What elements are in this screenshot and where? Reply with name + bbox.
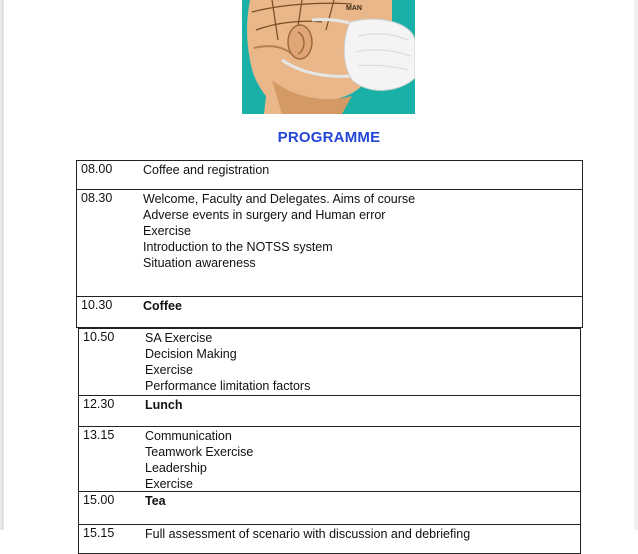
programme-event: Situation awareness (143, 256, 256, 270)
programme-event: Welcome, Faculty and Delegates. Aims of course (143, 192, 416, 206)
programme-time: 08.00 (81, 162, 113, 176)
programme-event: Performance limitation factors (145, 379, 311, 393)
column-divider (137, 190, 138, 296)
programme-events (143, 162, 269, 178)
programme-event: Coffee (143, 299, 182, 313)
programme-events (145, 493, 166, 509)
programme-event: Lunch (145, 398, 183, 412)
programme-time: 10.50 (83, 330, 115, 344)
programme-time: 10.30 (81, 298, 113, 312)
programme-event: Leadership (145, 461, 207, 475)
programme-event: Tea (145, 494, 166, 508)
programme-events (145, 526, 470, 542)
programme-event: Full assessment of scenario with discussion and debriefing (145, 527, 471, 541)
programme-row (78, 491, 581, 525)
programme-event: Coffee and registration (143, 163, 270, 177)
programme-event: Teamwork Exercise (145, 445, 254, 459)
programme-row (76, 189, 583, 297)
head-label: MAN (346, 5, 362, 12)
programme-events (145, 428, 253, 492)
column-divider (137, 297, 138, 327)
column-divider (139, 525, 140, 553)
programme-event: SA Exercise (145, 331, 213, 345)
programme-row (78, 328, 581, 396)
programme-events (145, 330, 310, 394)
programme-event: Exercise (145, 363, 193, 377)
page-edge-right (634, 0, 638, 530)
programme-time: 15.00 (83, 493, 115, 507)
column-divider (139, 396, 140, 426)
programme-event: Adverse events in surgery and Human error (143, 208, 386, 222)
programme-row (76, 296, 583, 328)
page-rule-left (2, 0, 3, 530)
programme-event: Exercise (145, 477, 193, 491)
programme-events (143, 298, 182, 314)
column-divider (139, 329, 140, 395)
programme-row (78, 524, 581, 554)
column-divider (139, 427, 140, 491)
programme-event: Communication (145, 429, 232, 443)
programme-row (76, 160, 583, 190)
programme-event: Decision Making (145, 347, 237, 361)
programme-events (145, 397, 183, 413)
surgeon-mask-illustration (242, 0, 415, 114)
column-divider (137, 161, 138, 189)
column-divider (139, 492, 140, 524)
programme-time: 12.30 (83, 397, 115, 411)
programme-event: Introduction to the NOTSS system (143, 240, 333, 254)
programme-row (78, 426, 581, 492)
programme-time: 13.15 (83, 428, 115, 442)
programme-events (143, 191, 415, 271)
programme-time: 08.30 (81, 191, 113, 205)
programme-time: 15.15 (83, 526, 115, 540)
page-title: PROGRAMME (277, 129, 381, 146)
surgeon-face-mask-illustration-icon (242, 0, 415, 114)
programme-event: Exercise (143, 224, 191, 238)
programme-row (78, 395, 581, 427)
